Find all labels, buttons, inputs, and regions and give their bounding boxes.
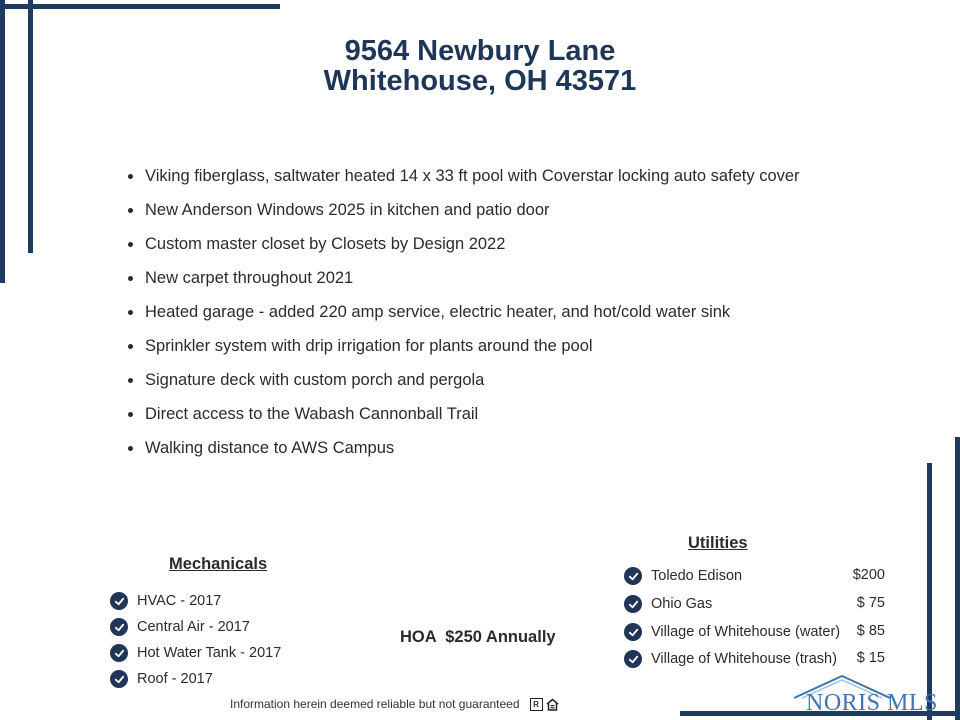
- disclaimer: [230, 697, 559, 711]
- mechanicals-item-label: Hot Water Tank - 2017: [137, 645, 282, 661]
- list-item: Custom master closet by Closets by Design 2022: [128, 231, 800, 265]
- utilities-item-name: Village of Whitehouse (trash): [651, 651, 837, 667]
- list-item: New Anderson Windows 2025 in kitchen and patio door: [128, 197, 800, 231]
- list-item: Heated garage - added 220 amp service, electric heater, and hot/cold water sink: [128, 299, 800, 333]
- list-item: Signature deck with custom porch and pergola: [128, 367, 800, 401]
- mechanicals-item: [110, 670, 213, 688]
- utilities-heading: Utilities: [688, 534, 748, 552]
- equal-housing-icon: [546, 698, 559, 711]
- check-circle-icon: [110, 670, 128, 688]
- list-item: Viking fiberglass, saltwater heated 14 x 33 ft pool with Coverstar locking auto safety cover: [128, 163, 800, 197]
- mechanicals-item: [110, 618, 250, 636]
- check-circle-icon: [624, 595, 642, 613]
- realtor-icon: R: [530, 698, 543, 711]
- features-list: [128, 163, 800, 469]
- mechanicals-item: [110, 644, 281, 662]
- list-item: Walking distance to AWS Campus: [128, 435, 800, 469]
- address-line-2: Whitehouse, OH 43571: [323, 65, 637, 97]
- check-circle-icon: [624, 650, 642, 668]
- utilities-item: [624, 595, 712, 613]
- mechanicals-heading: Mechanicals: [169, 555, 268, 573]
- frame-line-top-left-horizontal: [0, 4, 280, 9]
- check-circle-icon: [110, 644, 128, 662]
- check-circle-icon: [624, 623, 642, 641]
- address-line-1: 9564 Newbury Lane: [344, 35, 616, 67]
- noris-mls-logo: [790, 672, 950, 720]
- list-item: Sprinkler system with drip irrigation for plants around the pool: [128, 333, 800, 367]
- utilities-item-amount: $ 75: [856, 595, 885, 611]
- utilities-item: [624, 650, 837, 668]
- utilities-item: [624, 623, 840, 641]
- utilities-item-amount: $200: [852, 567, 885, 583]
- mechanicals-item-label: HVAC - 2017: [137, 593, 222, 609]
- hoa-fee: HOA $250 Annually: [400, 628, 556, 646]
- mechanicals-item-label: Roof - 2017: [137, 671, 213, 687]
- utilities-item-name: Village of Whitehouse (water): [651, 624, 841, 640]
- disclaimer-icons: [530, 698, 559, 711]
- check-circle-icon: [110, 618, 128, 636]
- mechanicals-item: [110, 592, 221, 610]
- list-item: New carpet throughout 2021: [128, 265, 800, 299]
- page-title: [0, 36, 960, 96]
- utilities-item-name: Toledo Edison: [651, 568, 743, 584]
- check-circle-icon: [624, 567, 642, 585]
- list-item: Direct access to the Wabash Cannonball Trail: [128, 401, 800, 435]
- utilities-item-name: Ohio Gas: [651, 596, 713, 612]
- utilities-item: [624, 567, 742, 585]
- mechanicals-item-label: Central Air - 2017: [137, 619, 250, 635]
- utilities-item-amount: $ 85: [856, 623, 885, 639]
- utilities-item-amount: $ 15: [856, 650, 885, 666]
- check-circle-icon: [110, 592, 128, 610]
- logo-text: NORIS MLS: [806, 690, 938, 716]
- disclaimer-text: Information herein deemed reliable but not guaranteed: [230, 697, 520, 711]
- frame-line-right-outer: [955, 437, 960, 720]
